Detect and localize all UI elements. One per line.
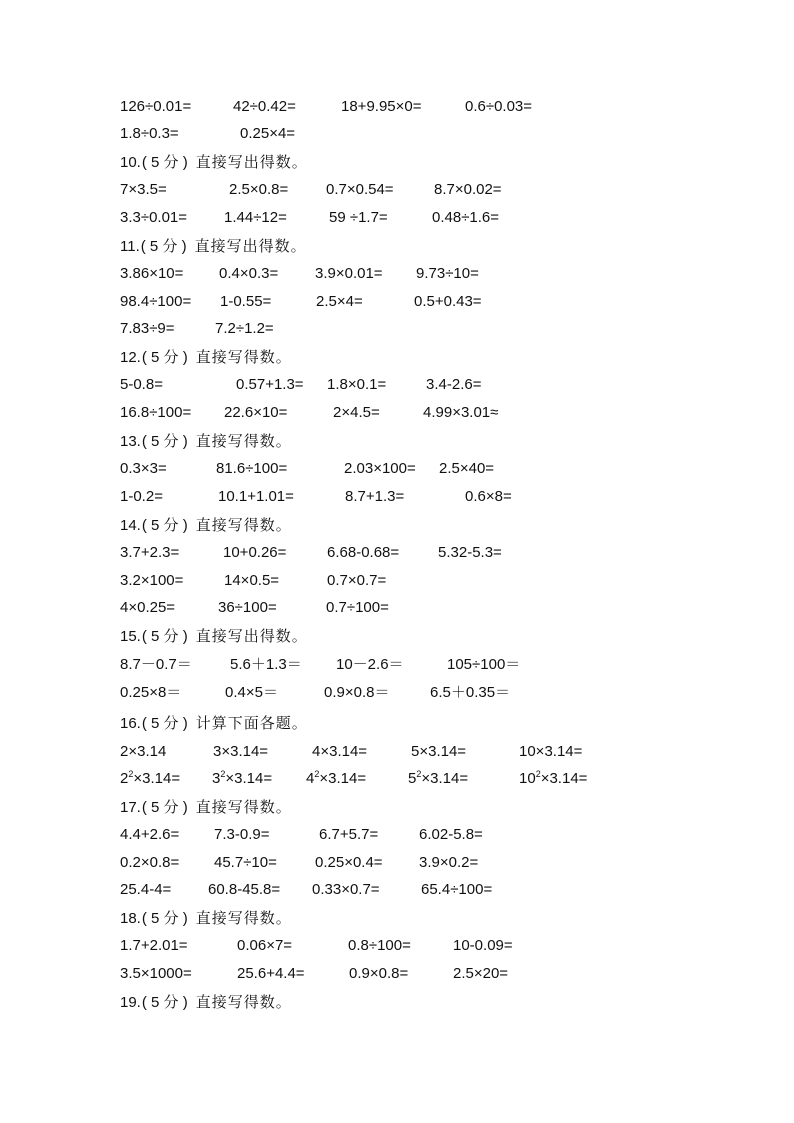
expression: 5×3.14=: [411, 743, 467, 760]
expression-rest: ×3.14=: [133, 770, 181, 787]
expression: 9.73÷10=: [416, 265, 479, 282]
question-heading: [120, 795, 292, 819]
expression: 2.5×0.8=: [229, 181, 289, 198]
expression: 105÷100＝: [447, 656, 521, 673]
expression-rest: ×3.14=: [421, 770, 469, 787]
expression: 5.32-5.3=: [438, 544, 502, 561]
question-points: ( 5 分 ): [141, 799, 188, 816]
expression: 36÷100=: [218, 599, 277, 616]
expression: 0.9×0.8＝: [324, 684, 390, 701]
question-number: 18.: [120, 910, 141, 927]
expression: 6.7+5.7=: [319, 826, 379, 843]
expression: 0.8÷100=: [348, 937, 411, 954]
expression-rest: ×3.14=: [319, 770, 367, 787]
question-number: 10.: [120, 154, 141, 171]
expression: 59 ÷1.7=: [329, 209, 388, 226]
expression: 0.7×0.54=: [326, 181, 394, 198]
expression: 6.68-0.68=: [327, 544, 400, 561]
expression: 3.9×0.01=: [315, 265, 383, 282]
question-heading: [120, 624, 308, 648]
question-instruction: 直接写得数。: [195, 516, 292, 534]
expression: 60.8-45.8=: [208, 881, 281, 898]
expression: 25.6+4.4=: [237, 965, 305, 982]
expression: 0.4×5＝: [225, 684, 278, 701]
question-instruction: 直接写出得数。: [194, 237, 307, 255]
expression: 7.3-0.9=: [214, 826, 270, 843]
expression-rest: ×3.14=: [225, 770, 273, 787]
question-instruction: 计算下面各题。: [195, 714, 308, 732]
question-instruction: 直接写得数。: [195, 909, 292, 927]
expression: 0.25×8＝: [120, 684, 182, 701]
expression: 25.4-4=: [120, 881, 172, 898]
question-points: ( 5 分 ): [141, 349, 188, 366]
expression-base: 2: [120, 770, 129, 787]
expression: 0.7×0.7=: [327, 572, 387, 589]
expression: 1.44÷12=: [224, 209, 287, 226]
expression: 3.4-2.6=: [426, 376, 482, 393]
expression-base: 10: [519, 770, 536, 787]
expression: 0.57+1.3=: [236, 376, 304, 393]
expression: [519, 767, 587, 791]
expression: 0.9×0.8=: [349, 965, 409, 982]
expression: 10+0.26=: [223, 544, 287, 561]
expression: 2×4.5=: [333, 404, 380, 421]
expression: 10－2.6＝: [336, 656, 404, 673]
question-points: ( 5 分 ): [141, 433, 188, 450]
expression: 1.8×0.1=: [327, 376, 387, 393]
question-instruction: 直接写出得数。: [195, 153, 308, 171]
expression: 4×0.25=: [120, 599, 176, 616]
question-points: ( 5 分 ): [140, 238, 187, 255]
expression: 1.8÷0.3=: [120, 125, 179, 142]
expression: 42÷0.42=: [233, 98, 296, 115]
expression: 2.5×40=: [439, 460, 495, 477]
expression: 0.25×0.4=: [315, 854, 383, 871]
expression: 2.5×4=: [316, 293, 363, 310]
expression: 8.7－0.7＝: [120, 656, 192, 673]
question-instruction: 直接写得数。: [195, 798, 292, 816]
question-number: 15.: [120, 628, 141, 645]
expression: [408, 767, 468, 791]
expression-base: 4: [306, 770, 315, 787]
question-number: 19.: [120, 994, 141, 1011]
expression: 6.5＋0.35＝: [430, 684, 511, 701]
expression: 3.2×100=: [120, 572, 184, 589]
expression: 2.03×100=: [344, 460, 416, 477]
expression: 5.6＋1.3＝: [230, 656, 302, 673]
expression: 0.7÷100=: [326, 599, 389, 616]
expression: 0.2×0.8=: [120, 854, 180, 871]
expression-exponent: 2: [416, 769, 422, 779]
question-heading: [120, 150, 308, 174]
question-points: ( 5 分 ): [141, 517, 188, 534]
question-heading: [120, 345, 292, 369]
question-instruction: 直接写得数。: [195, 993, 292, 1011]
expression-exponent: 2: [535, 769, 541, 779]
expression: 98.4÷100=: [120, 293, 192, 310]
expression-exponent: 2: [128, 769, 134, 779]
expression: [306, 767, 366, 791]
expression: [212, 767, 272, 791]
expression: 0.3×3=: [120, 460, 167, 477]
expression: 65.4÷100=: [421, 881, 493, 898]
question-points: ( 5 分 ): [141, 715, 188, 732]
expression: 2.5×20=: [453, 965, 509, 982]
expression: 5-0.8=: [120, 376, 163, 393]
expression: 0.4×0.3=: [219, 265, 279, 282]
question-heading: [120, 906, 292, 930]
expression: 7×3.5=: [120, 181, 167, 198]
expression: 0.6×8=: [465, 488, 512, 505]
question-number: 11.: [120, 238, 140, 255]
expression: 0.48÷1.6=: [432, 209, 500, 226]
expression: 8.7×0.02=: [434, 181, 502, 198]
expression: 14×0.5=: [224, 572, 280, 589]
expression: 7.83÷9=: [120, 320, 175, 337]
expression-rest: ×3.14=: [540, 770, 588, 787]
expression: 0.6÷0.03=: [465, 98, 533, 115]
expression: 0.06×7=: [237, 937, 293, 954]
question-number: 13.: [120, 433, 141, 450]
expression-base: 3: [212, 770, 221, 787]
expression: 3.9×0.2=: [419, 854, 479, 871]
expression: 3.7+2.3=: [120, 544, 180, 561]
question-instruction: 直接写得数。: [195, 348, 292, 366]
question-points: ( 5 分 ): [141, 154, 188, 171]
expression-base: 5: [408, 770, 417, 787]
expression: 18+9.95×0=: [341, 98, 422, 115]
expression: 10-0.09=: [453, 937, 513, 954]
expression-exponent: 2: [314, 769, 320, 779]
question-points: ( 5 分 ): [141, 910, 188, 927]
expression: 0.25×4=: [240, 125, 296, 142]
expression: 6.02-5.8=: [419, 826, 483, 843]
expression: 1.7+2.01=: [120, 937, 188, 954]
expression: 10×3.14=: [519, 743, 583, 760]
question-heading: [120, 711, 308, 735]
expression: 22.6×10=: [224, 404, 288, 421]
question-points: ( 5 分 ): [141, 994, 188, 1011]
question-number: 17.: [120, 799, 141, 816]
question-heading: [120, 234, 307, 258]
expression: 1-0.55=: [220, 293, 272, 310]
expression: 4.4+2.6=: [120, 826, 180, 843]
question-number: 16.: [120, 715, 141, 732]
expression: 81.6÷100=: [216, 460, 288, 477]
expression: 1-0.2=: [120, 488, 163, 505]
question-number: 12.: [120, 349, 141, 366]
expression: 3.86×10=: [120, 265, 184, 282]
expression: 2×3.14: [120, 743, 167, 760]
expression: 0.5+0.43=: [414, 293, 482, 310]
expression-exponent: 2: [220, 769, 226, 779]
expression: 7.2÷1.2=: [215, 320, 274, 337]
expression: 45.7÷10=: [214, 854, 277, 871]
expression: 3.3÷0.01=: [120, 209, 188, 226]
expression: 126÷0.01=: [120, 98, 192, 115]
expression: 3×3.14=: [213, 743, 269, 760]
question-number: 14.: [120, 517, 141, 534]
expression: 4.99×3.01≈: [423, 404, 499, 421]
question-instruction: 直接写出得数。: [195, 627, 308, 645]
expression: 16.8÷100=: [120, 404, 192, 421]
question-heading: [120, 429, 292, 453]
question-heading: [120, 513, 292, 537]
expression: [120, 767, 180, 791]
expression: 0.33×0.7=: [312, 881, 380, 898]
expression: 4×3.14=: [312, 743, 368, 760]
expression: 8.7+1.3=: [345, 488, 405, 505]
question-points: ( 5 分 ): [141, 628, 188, 645]
expression: 3.5×1000=: [120, 965, 192, 982]
question-instruction: 直接写得数。: [195, 432, 292, 450]
expression: 10.1+1.01=: [218, 488, 294, 505]
question-heading: [120, 990, 292, 1014]
